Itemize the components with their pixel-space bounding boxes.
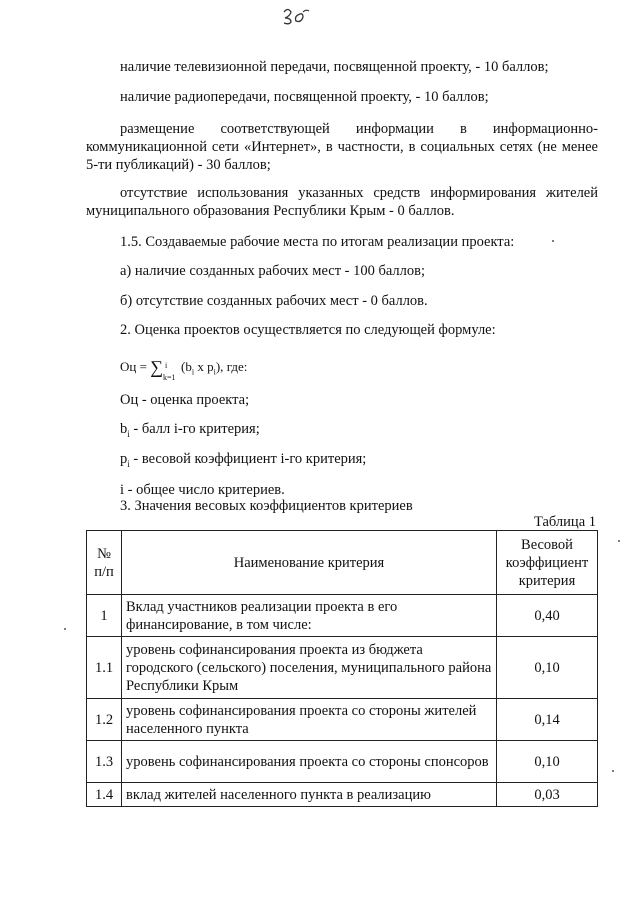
criteria-table (86, 530, 598, 807)
row-name: уровень софинансирования проекта со стороны жителей населенного пункта (122, 699, 497, 741)
definition-oc: Оц - оценка проекта; (120, 392, 250, 408)
header-num: № п/п (87, 531, 122, 595)
definition-b: $b_i$ - балл i-го критерия; (120, 421, 260, 439)
row-num: 1.4 (87, 783, 122, 807)
scan-speck (64, 628, 66, 630)
row-name: уровень софинансирования проекта со стороны спонсоров (122, 741, 497, 783)
scan-speck (612, 770, 614, 772)
row-weight: 0,40 (497, 595, 598, 637)
section-1-5: 1.5. Создаваемые рабочие места по итогам реализации проекта: (120, 234, 515, 250)
scan-speck (618, 540, 620, 542)
row-name: Вклад участников реализации проекта в его финансирование, в том числе: (122, 595, 497, 637)
table-row (87, 783, 598, 807)
header-name: Наименование критерия (122, 531, 497, 595)
row-weight: 0,03 (497, 783, 598, 807)
row-num: 1.3 (87, 741, 122, 783)
header-weight: Весовой коэффициент критерия (497, 531, 598, 595)
scan-speck (552, 240, 554, 242)
row-num: 1.1 (87, 637, 122, 699)
section-3: 3. Значения весовых коэффициентов критериев (120, 498, 413, 514)
row-weight: 0,10 (497, 741, 598, 783)
definition-p: $p_i$ - весовой коэффициент i-го критерия; (120, 451, 367, 469)
row-num: 1 (87, 595, 122, 637)
paragraph-no-media: отсутствие использования указанных средств информирования жителей муниципального образования Республики Крым - 0 баллов. (86, 185, 598, 219)
table-row (87, 595, 598, 637)
paragraph-internet: размещение соответствующей информации в информационно-коммуникационной сети «Интернет», в частности, в социальных сетях (не менее 5-ти публикаций) - 30 баллов; (86, 121, 598, 173)
table-header-row (87, 531, 598, 595)
score-formula: Оц = ∑ i k=1 ($b_i$ x $p_i$), где: (120, 357, 248, 383)
table-row (87, 741, 598, 783)
definition-i: i - общее число критериев. (120, 482, 285, 498)
paragraph-tv: наличие телевизионной передачи, посвященной проекту, - 10 баллов; (120, 59, 549, 75)
item-1-5-b: б) отсутствие созданных рабочих мест - 0 баллов. (120, 293, 428, 309)
row-weight: 0,10 (497, 637, 598, 699)
table-row (87, 637, 598, 699)
row-num: 1.2 (87, 699, 122, 741)
row-name: вклад жителей населенного пункта в реализацию (122, 783, 497, 807)
item-1-5-a: а) наличие созданных рабочих мест - 100 баллов; (120, 263, 426, 279)
row-weight: 0,14 (497, 699, 598, 741)
row-name: уровень софинансирования проекта из бюджета городского (сельского) поселения, муниципального района Республики Крым (122, 637, 497, 699)
section-2: 2. Оценка проектов осуществляется по следующей формуле: (120, 322, 496, 338)
table-row (87, 699, 598, 741)
paragraph-radio: наличие радиопередачи, посвященной проекту, - 10 баллов; (120, 89, 489, 105)
handwritten-page-number (278, 4, 318, 26)
table-caption: Таблица 1 (533, 514, 596, 530)
